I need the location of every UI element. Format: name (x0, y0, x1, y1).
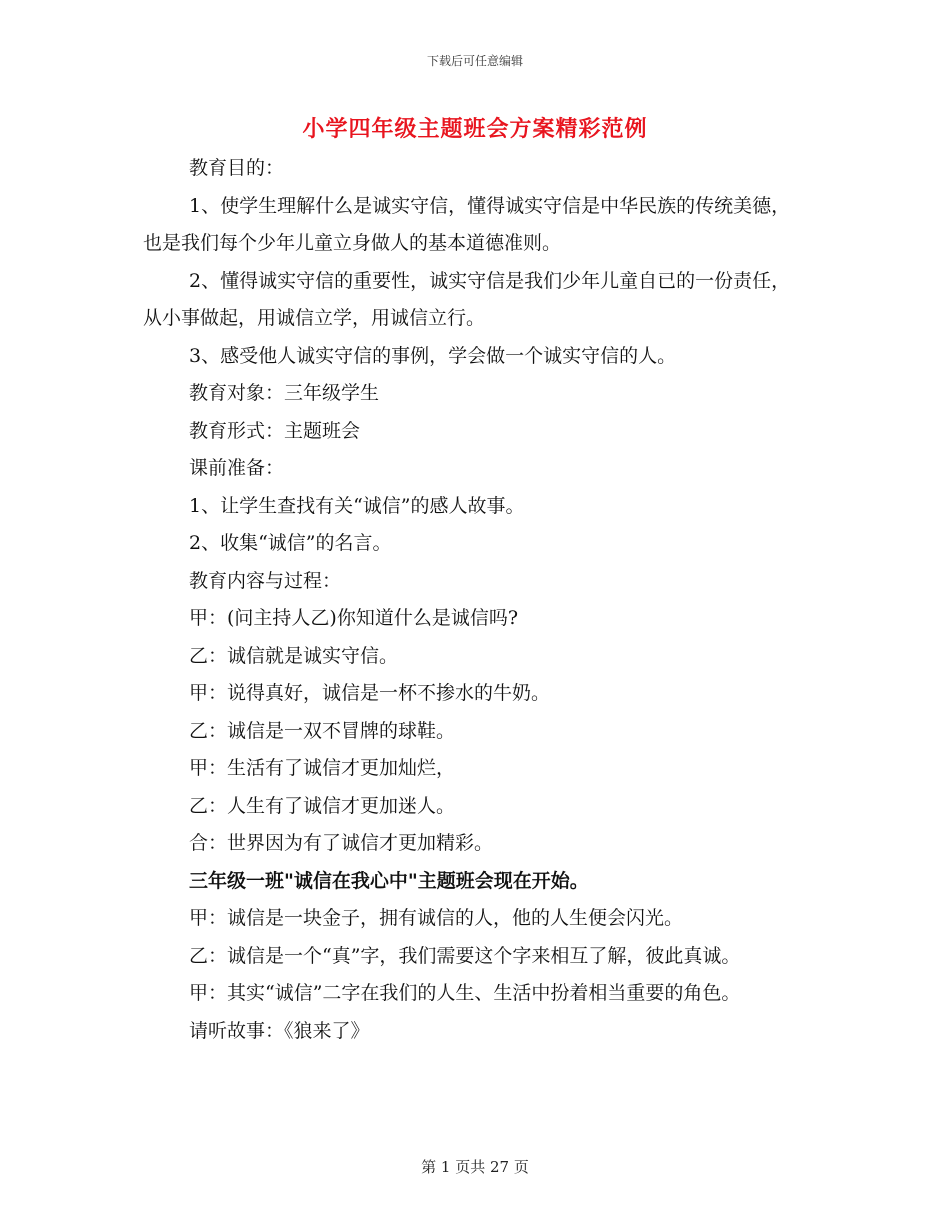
paragraph: 2、收集“诚信”的名言。 (189, 532, 392, 554)
paragraph: 教育对象：三年级学生 (189, 382, 380, 404)
paragraph: 1、让学生查找有关“诚信”的感人故事。 (189, 494, 525, 517)
document-title: 小学四年级主题班会方案精彩范例 (302, 116, 648, 142)
paragraph: 教育目的： (189, 157, 285, 179)
paragraph: 3、感受他人诚实守信的事例，学会做一个诚实守信的人。 (189, 344, 677, 367)
paragraph: 教育形式：主题班会 (189, 419, 361, 442)
paragraph: 乙：人生有了诚信才更加迷人。 (189, 794, 456, 817)
paragraph: 合：世界因为有了诚信才更加精彩。 (189, 832, 494, 854)
paragraph: 1、使学生理解什么是诚实守信，懂得诚实守信是中华民族的传统美德，也是我们每个少年儿童立身做人的基本道德准则。 (143, 194, 791, 254)
document-body (143, 150, 807, 1050)
paragraph: 课前准备： (189, 457, 285, 479)
paragraph: 乙：诚信就是诚实守信。 (189, 644, 399, 667)
paragraph: 甲：其实“诚信”二字在我们的人生、生活中扮着相当重要的角色。 (189, 982, 741, 1004)
paragraph: 甲：说得真好，诚信是一杯不掺水的牛奶。 (189, 682, 551, 704)
paragraph: 教育内容与过程： (189, 569, 342, 592)
header-note: 下载后可任意编辑 (426, 54, 523, 68)
paragraph: 甲：生活有了诚信才更加灿烂， (189, 757, 456, 779)
paragraph: 请听故事：《狼来了》 (189, 1019, 370, 1042)
paragraph-bold-announcement: 三年级一班"诚信在我心中"主题班会现在开始。 (189, 869, 589, 892)
paragraph: 甲：(问主持人乙)你知道什么是诚信吗? (189, 607, 519, 629)
paragraph: 2、懂得诚实守信的重要性，诚实守信是我们少年儿童自已的一份责任，从小事做起，用诚信立学，用诚信立行。 (143, 269, 791, 329)
page-footer: 第 1 页共 27 页 (421, 1158, 529, 1176)
paragraph: 乙：诚信是一双不冒牌的球鞋。 (189, 719, 456, 742)
paragraph: 乙：诚信是一个“真”字，我们需要这个字来相互了解，彼此真诚。 (189, 944, 741, 967)
paragraph: 甲：诚信是一块金子，拥有诚信的人，他的人生便会闪光。 (189, 907, 684, 929)
